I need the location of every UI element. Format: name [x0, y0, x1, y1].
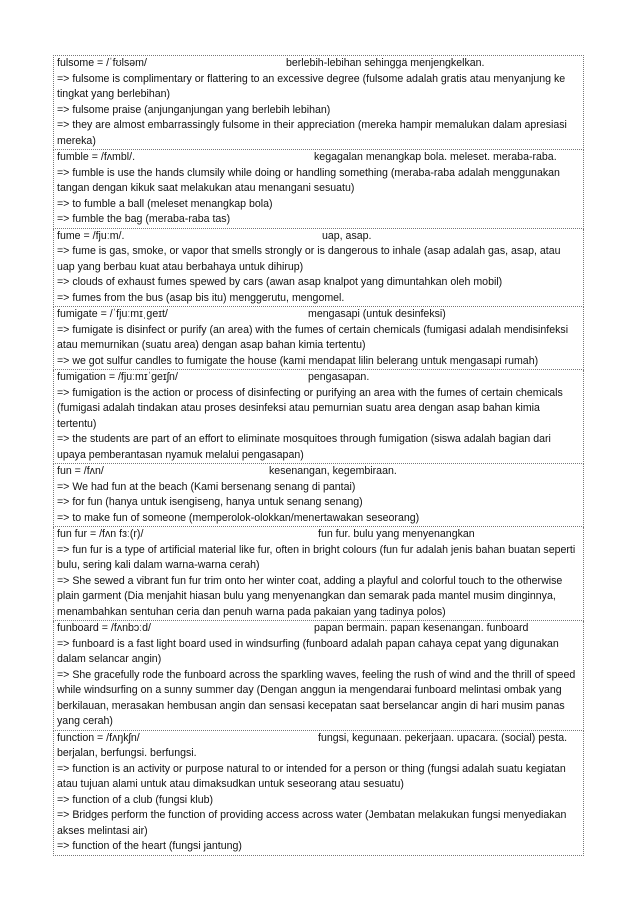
- entry-term: fun fur = /fʌn fɜː(r)/: [57, 528, 144, 540]
- entry-line: => fume is gas, smoke, or vapor that smells strongly or is dangerous to inhale (asap adalah gas, asap, atau uap yang berbau kuat atau berbahaya untuk dihirup): [57, 245, 561, 273]
- entry-fumble: [53, 150, 584, 229]
- entry-term: fume = /fjuːm/.: [57, 229, 125, 242]
- entry-meaning: fun fur. bulu yang menyenangkan: [318, 528, 475, 540]
- entry-meaning: pengasapan.: [308, 371, 370, 383]
- entry-term: fun = /fʌn/: [57, 465, 104, 477]
- entry-funboard: [53, 621, 584, 731]
- entry-meaning: berlebih-lebihan sehingga menjengkelkan.: [286, 57, 485, 69]
- entry-fumigation: [53, 370, 584, 464]
- entry-line: => fulsome is complimentary or flattering to an excessive degree (fulsome adalah gratis atau menyanjung ke tingkat yang berlebihan): [57, 72, 566, 100]
- entry-line: => fun fur is a type of artificial material like fur, often in bright colours (fun fur adalah jenis bahan buatan seperti bulu, sering kali dalam warna-warna cerah): [57, 543, 576, 571]
- entry-line: => clouds of exhaust fumes spewed by cars (awan asap knalpot yang dimuntahkan oleh mobil): [57, 276, 503, 288]
- entry-header: [57, 621, 581, 637]
- entry-meaning: uap, asap.: [322, 229, 372, 242]
- entry-fun: [53, 464, 584, 527]
- entry-line: => She gracefully rode the funboard across the sparkling waves, feeling the rush of wind and the thrill of speed while windsurfing on a sunny summer day (Dengan anggun ia mengendarai funboard melintasi ombak yang berkilauan, merasakan hembusan angin dan sensasi kecepatan saat berselancar angin di hari musim panas yang cerah): [57, 668, 576, 727]
- entry-header: [57, 150, 581, 166]
- entry-line: => We had fun at the beach (Kami bersenang senang di pantai): [57, 480, 356, 493]
- entry-line: => Bridges perform the function of providing access across water (Jembatan melakukan fungsi menyediakan akses melintasi air): [57, 809, 567, 837]
- entry-fulsome: [53, 55, 584, 150]
- entry-line: => we got sulfur candles to fumigate the house (kami mendapat lilin belerang untuk mengasapi rumah): [57, 354, 539, 367]
- entry-term: fulsome = /ˈfʊlsəm/: [57, 57, 147, 69]
- entry-header: [57, 307, 581, 323]
- entry-line: => She sewed a vibrant fun fur trim onto her winter coat, adding a playful and colorful touch to the otherwise plain garment (Dia menjahit hiasan bulu yang menyenangkan dan semarak pada mantel musim dinginnya, menambahkan sentuhan ceria dan penuh warna pada pakaian yang tadinya polos): [57, 574, 563, 618]
- entry-meaning: mengasapi (untuk desinfeksi): [308, 308, 446, 320]
- entry-meaning: kesenangan, kegembiraan.: [269, 465, 397, 477]
- entry-term: funboard = /fʌnbɔːd/: [57, 622, 151, 634]
- entry-line: => fumigation is the action or process of disinfecting or purifying an area with the fumes of certain chemicals (fumigasi adalah tindakan atau proses desinfeksi atau pemurnian suatu area dengan asap bahan kimia tertentu): [57, 386, 563, 430]
- entry-meaning: papan bermain. papan kesenangan. funboard: [314, 622, 529, 634]
- entry-line: => function of a club (fungsi klub): [57, 793, 214, 806]
- entry-line: => they are almost embarrassingly fulsome in their appreciation (mereka hampir memalukan dalam apresiasi mereka): [57, 119, 567, 147]
- entry-term: fumble = /fʌmbl/.: [57, 151, 136, 163]
- entry-fume: [53, 229, 584, 308]
- dictionary-page: [53, 55, 584, 856]
- entry-line: => fumes from the bus (asap bis itu) menggerutu, mengomel.: [57, 291, 345, 304]
- entry-function: [53, 731, 584, 856]
- entry-header: [57, 731, 581, 747]
- entry-header: [57, 464, 581, 480]
- entry-line: => to make fun of someone (memperolok-olokkan/menertawakan seseorang): [57, 511, 420, 524]
- entry-line: => for fun (hanya untuk isengiseng, hanya untuk senang senang): [57, 496, 363, 508]
- entry-line: => fumble is use the hands clumsily while doing or handling something (meraba-raba adalah menggunakan tangan dengan kikuk saat melakukan atau menangani sesuatu): [57, 166, 560, 194]
- entry-term: function = /fʌŋkʃn/: [57, 731, 140, 744]
- entry-meaning: fungsi, kegunaan. pekerjaan. upacara. (social) pesta.: [318, 731, 568, 744]
- entry-term: fumigation = /fjuːmɪˈɡeɪʃn/: [57, 371, 178, 383]
- entry-fun-fur: [53, 527, 584, 621]
- entry-term: fumigate = /ˈfjuːmɪˌɡeɪt/: [57, 308, 168, 320]
- entry-header: [57, 229, 581, 245]
- entry-line: => the students are part of an effort to eliminate mosquitoes through fumigation (siswa adalah bagian dari upaya pemberantasan nyamuk melalui pengasapan): [57, 433, 551, 461]
- entry-line: => fulsome praise (anjunganjungan yang berlebih lebihan): [57, 103, 331, 116]
- entry-line: => fumigate is disinfect or purify (an area) with the fumes of certain chemicals (fumigasi adalah mendisinfeksi atau memurnikan (suatu area) dengan asap bahan kimia tertentu): [57, 323, 569, 351]
- entry-fumigate: [53, 307, 584, 370]
- entry-line: => funboard is a fast light board used in windsurfing (funboard adalah papan cahaya cepat yang digunakan dalam selancar angin): [57, 637, 559, 665]
- entry-line: => to fumble a ball (meleset menangkap bola): [57, 197, 273, 210]
- entry-header: [57, 527, 581, 543]
- entry-line: => function is an activity or purpose natural to or intended for a person or thing (fungsi adalah suatu kegiatan atau tujuan alami untuk atau dimaksudkan untuk seseorang atau sesuatu): [57, 762, 566, 790]
- entry-line: berjalan, berfungsi. berfungsi.: [57, 747, 197, 759]
- entry-meaning: kegagalan menangkap bola. meleset. meraba-raba.: [314, 151, 557, 163]
- entry-line: => function of the heart (fungsi jantung): [57, 840, 242, 852]
- entry-line: => fumble the bag (meraba-raba tas): [57, 213, 231, 225]
- entry-header: [57, 56, 581, 72]
- entry-header: [57, 370, 581, 386]
